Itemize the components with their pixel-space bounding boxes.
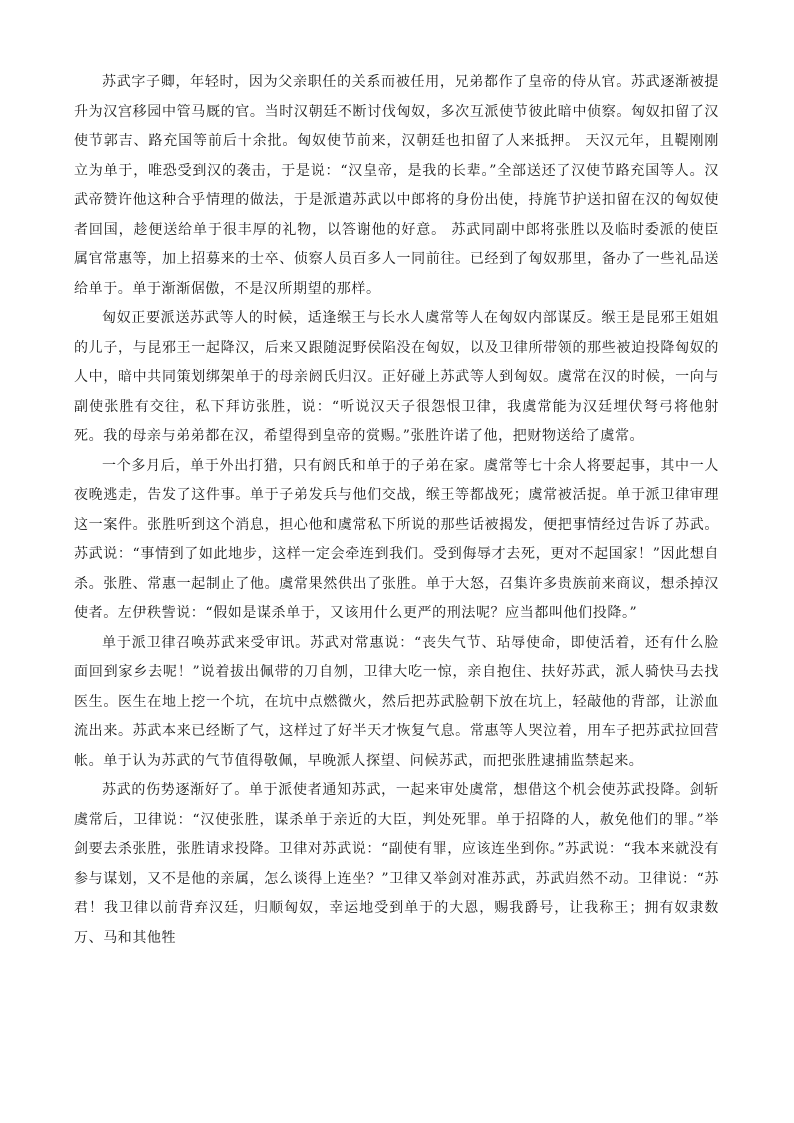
paragraph-4: 单于派卫律召唤苏武来受审讯。苏武对常惠说：“丧失气节、玷辱使命，即使活着，还有什么脸面回到家乡去呢！”说着拔出佩带的刀自刎，卫律大吃一惊，亲自抱住、扶好苏武，派人骑快马去找医生。医生在地上挖一个坑，在坑中点燃微火，然后把苏武脸朝下放在坑上，轻敲他的背部，让淤血流出来。苏武本来已经断了气，这样过了好半天才恢复气息。常惠等人哭泣着，用车子把苏武拉回营帐。单于认为苏武的气节值得敬佩，早晚派人探望、问候苏武，而把张胜逮捕监禁起来。 <box>74 634 719 769</box>
document-body <box>74 68 719 953</box>
paragraph-3: 一个多月后，单于外出打猎，只有阏氏和单于的子弟在家。虞常等七十余人将要起事，其中一人夜晚逃走，告发了这件事。单于子弟发兵与他们交战，缑王等都战死；虞常被活捉。单于派卫律审理这一案件。张胜听到这个消息，担心他和虞常私下所说的那些话被揭发，便把事情经过告诉了苏武。苏武说：“事情到了如此地步，这样一定会牵连到我们。受到侮辱才去死，更对不起国家！”因此想自杀。张胜、常惠一起制止了他。虞常果然供出了张胜。单于大怒，召集许多贵族前来商议，想杀掉汉使者。左伊秩訾说：“假如是谋杀单于，又该用什么更严的刑法呢？应当都叫他们投降。” <box>74 457 719 621</box>
paragraph-1: 苏武字子卿，年轻时，因为父亲职任的关系而被任用，兄弟都作了皇帝的侍从官。苏武逐渐被提升为汉宫移园中管马厩的官。当时汉朝廷不断讨伐匈奴，多次互派使节彼此暗中侦察。匈奴扣留了汉使节郭吉、路充国等前后十余批。匈奴使节前来，汉朝廷也扣留了人来抵押。 天汉元年，且鞮刚刚立为单于，唯恐受到汉的袭击，于是说：“汉皇帝，是我的长辈。”全部送还了汉使节路充国等人。汉武帝赞许他这种合乎情理的做法，于是派遣苏武以中郎将的身份出使，持旄节护送扣留在汉的匈奴使者回国，趁便送给单于很丰厚的礼物，以答谢他的好意。 苏武同副中郎将张胜以及临时委派的使臣属官常惠等，加上招募来的士卒、侦察人员百多人一同前往。已经到了匈奴那里，备办了一些礼品送给单于。单于渐渐倨傲，不是汉所期望的那样。 <box>74 74 719 297</box>
paragraph-5: 苏武的伤势逐渐好了。单于派使者通知苏武，一起来审处虞常，想借这个机会使苏武投降。剑斩虞常后，卫律说：“汉使张胜，谋杀单于亲近的大臣，判处死罪。单于招降的人，赦免他们的罪。”举剑要去杀张胜，张胜请求投降。卫律对苏武说：“副使有罪，应该连坐到你。”苏武说：“我本来就没有参与谋划，又不是他的亲属，怎么谈得上连坐？”卫律又举剑对准苏武，苏武岿然不动。卫律说：“苏君！我卫律以前背弃汉廷，归顺匈奴，幸运地受到单于的大恩，赐我爵号，让我称王；拥有奴隶数万、马和其他牲 <box>74 782 719 946</box>
paragraph-2: 匈奴正要派送苏武等人的时候，适逢缑王与长水人虞常等人在匈奴内部谋反。缑王是昆邪王姐姐的儿子，与昆邪王一起降汉，后来又跟随浞野侯陷没在匈奴，以及卫律所带领的那些被迫投降匈奴的人中，暗中共同策划绑架单于的母亲阏氏归汉。正好碰上苏武等人到匈奴。虞常在汉的时候，一向与副使张胜有交往，私下拜访张胜，说：“听说汉天子很怨恨卫律，我虞常能为汉廷埋伏弩弓将他射死。我的母亲与弟弟都在汉，希望得到皇帝的赏赐。”张胜许诺了他，把财物送给了虞常。 <box>74 310 719 444</box>
